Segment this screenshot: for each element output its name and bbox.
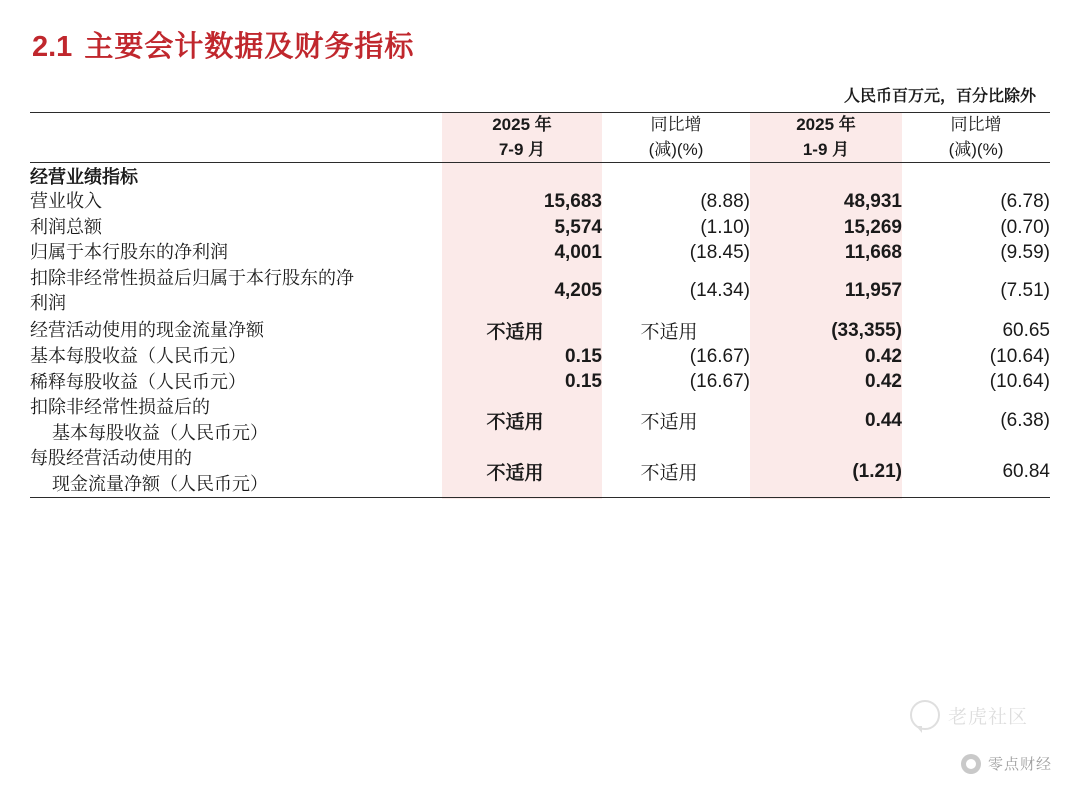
watermark-secondary: [961, 753, 1052, 774]
row-value-q3: 4,001: [442, 240, 602, 266]
row-label: 扣除非经常性损益后的 基本每股收益（人民币元）: [30, 397, 268, 443]
row-value-ytd-yoy: (6.38): [1000, 409, 1050, 431]
row-value-q3-yoy: 不适用: [640, 412, 698, 434]
row-value-ytd: 0.44: [750, 395, 902, 446]
table-row: [30, 266, 1050, 317]
table-row: [30, 395, 1050, 446]
row-value-q3-yoy: 不适用: [640, 322, 698, 344]
row-label: 归属于本行股东的净利润: [30, 242, 228, 263]
row-value-ytd-yoy: (0.70): [1000, 216, 1050, 238]
row-label: 稀释每股收益（人民币元）: [30, 371, 246, 392]
row-value-ytd-yoy: (9.59): [1000, 242, 1050, 264]
row-value-q3-yoy: (14.34): [689, 280, 750, 302]
row-value-ytd: 11,957: [750, 266, 902, 317]
row-value-q3-yoy: (1.10): [700, 216, 750, 238]
row-value-q3: 不适用: [442, 395, 602, 446]
watermark-primary-label: 老虎社区: [947, 706, 1028, 728]
circle-logo-icon: [961, 754, 981, 774]
table-row: [30, 446, 1050, 498]
row-value-q3-yoy: (16.67): [689, 371, 750, 393]
column-header-0: [30, 113, 442, 163]
table-section-row: [30, 163, 1050, 189]
row-value-ytd: 15,269: [750, 215, 902, 241]
column-header-ytd-yoy: 同比增 (减)(%): [948, 115, 1004, 159]
row-label: 每股经营活动使用的 现金流量净额（人民币元）: [30, 448, 268, 494]
unit-note: 人民币百万元，百分比除外: [843, 88, 1036, 105]
row-value-q3-yoy: (16.67): [689, 345, 750, 367]
rule-bottom: [30, 498, 1050, 499]
table-row: [30, 344, 1050, 370]
row-value-ytd-yoy: (6.78): [1000, 191, 1050, 213]
row-value-ytd-yoy: 60.65: [1002, 319, 1050, 341]
table-row: [30, 189, 1050, 215]
row-value-q3: 0.15: [442, 370, 602, 396]
row-label: 扣除非经常性损益后归属于本行股东的净 利润: [30, 267, 354, 314]
table-row: [30, 240, 1050, 266]
chat-bubble-icon: [910, 700, 940, 730]
row-value-ytd: 48,931: [750, 189, 902, 215]
row-value-q3: 0.15: [442, 344, 602, 370]
row-value-ytd: 0.42: [750, 370, 902, 396]
row-value-q3-yoy: (18.45): [689, 242, 750, 264]
row-value-ytd-yoy: 60.84: [1002, 460, 1050, 482]
table-header-row: [30, 113, 1050, 163]
row-value-ytd-yoy: (7.51): [1000, 280, 1050, 302]
column-header-q3-yoy: 同比增 (减)(%): [648, 115, 704, 159]
row-label: 基本每股收益（人民币元）: [30, 346, 246, 367]
row-value-q3: 不适用: [442, 317, 602, 344]
row-value-q3: 15,683: [442, 189, 602, 215]
row-value-q3-yoy: (8.88): [700, 191, 750, 213]
row-value-q3: 5,574: [442, 215, 602, 241]
section-number: 2.1: [32, 31, 73, 63]
page-title: [32, 24, 1050, 65]
row-value-ytd: 11,668: [750, 240, 902, 266]
row-value-ytd-yoy: (10.64): [989, 345, 1050, 367]
section-title: 主要会计数据及财务指标: [84, 31, 415, 63]
row-label: 利润总额: [30, 216, 102, 237]
column-header-q3: 2025 年 7-9 月: [442, 113, 602, 163]
row-label: 经营活动使用的现金流量净额: [30, 319, 264, 340]
row-value-ytd: (1.21): [750, 446, 902, 498]
row-value-q3-yoy: 不适用: [640, 463, 698, 485]
watermark-secondary-label: 零点财经: [987, 756, 1052, 773]
column-header-ytd: 2025 年 1-9 月: [750, 113, 902, 163]
row-value-q3: 4,205: [442, 266, 602, 317]
table-row: [30, 215, 1050, 241]
financial-table: [30, 112, 1050, 498]
watermark-primary: [910, 700, 1028, 730]
row-value-ytd-yoy: (10.64): [989, 371, 1050, 393]
table-row: [30, 317, 1050, 344]
row-value-ytd: (33,355): [750, 317, 902, 344]
row-label: 营业收入: [30, 191, 102, 212]
section-label: 经营业绩指标: [30, 167, 138, 188]
row-value-ytd: 0.42: [750, 344, 902, 370]
table-row: [30, 370, 1050, 396]
row-value-q3: 不适用: [442, 446, 602, 498]
